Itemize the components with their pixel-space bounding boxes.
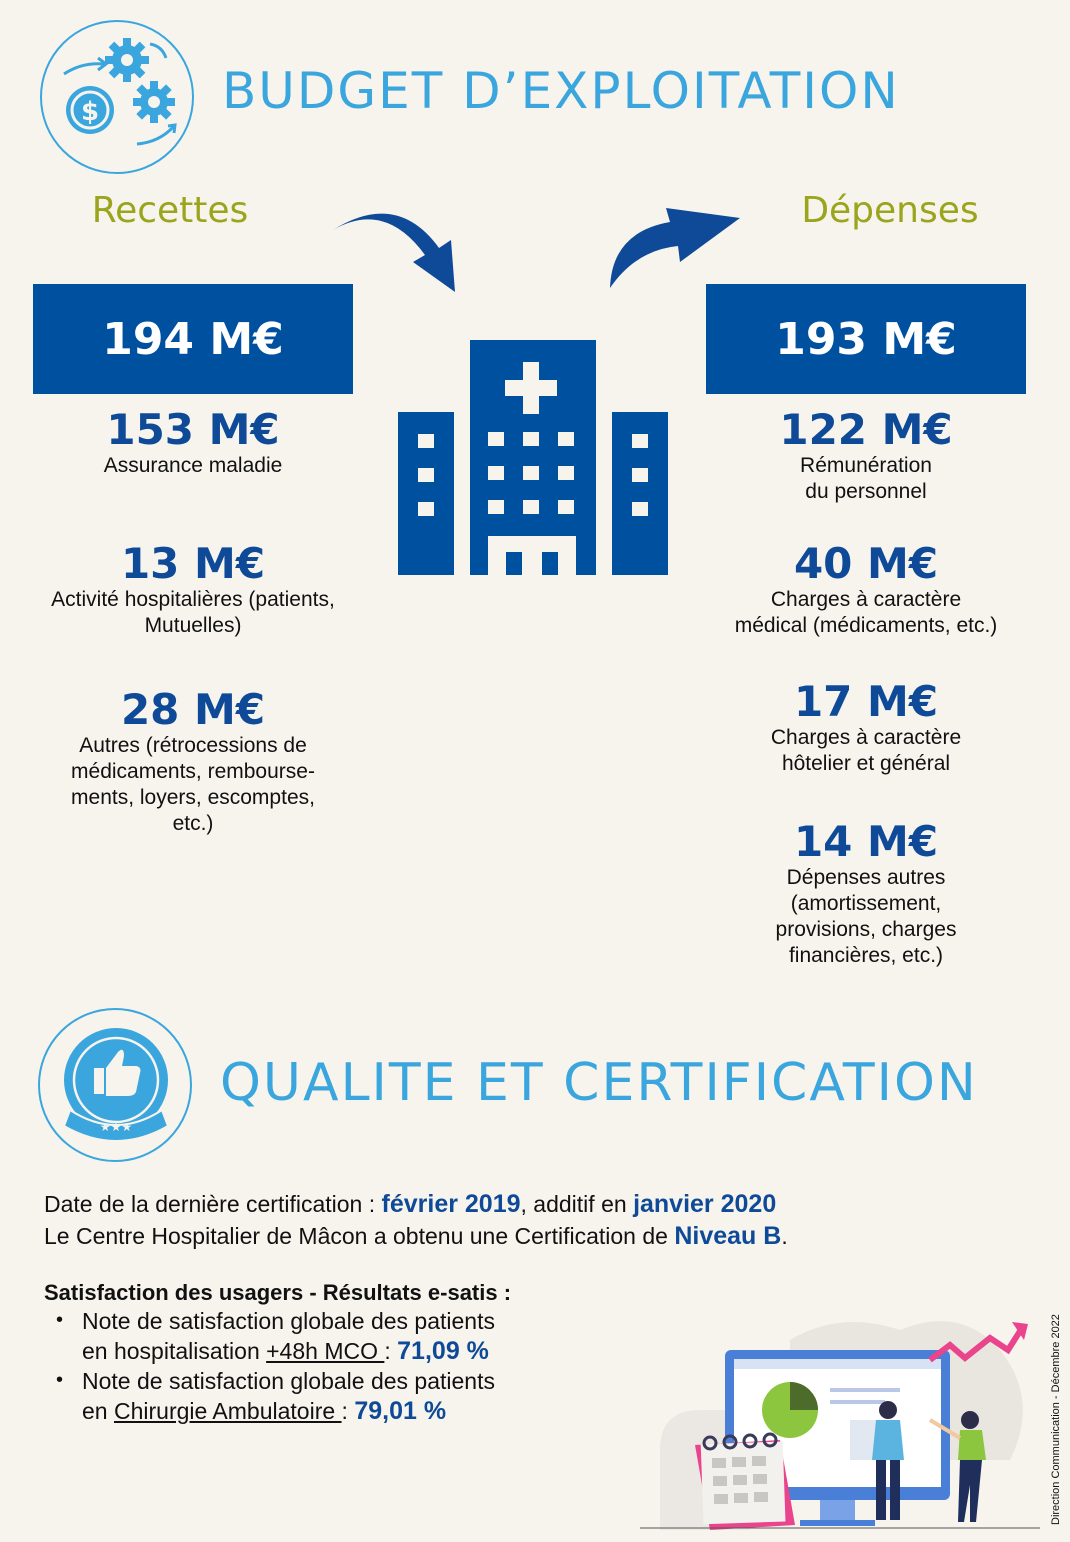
cert-line2-prefix: Le Centre Hospitalier de Mâcon a obtenu une Certification de (44, 1223, 675, 1249)
cert-date: février 2019 (381, 1190, 521, 1218)
depense-label: Dépenses autres (amortissement, provisions, charges financières, etc.) (775, 866, 957, 967)
satisfaction-item-line1: Note de satisfaction globale des patients (82, 1308, 495, 1334)
recette-label: Activité hospitalières (patients, Mutuelles) (51, 588, 335, 637)
bullet-dot: • (56, 1309, 64, 1331)
budget-title: BUDGET D’EXPLOITATION (222, 62, 900, 120)
cert-level: Niveau B (674, 1222, 782, 1250)
satisfaction-scope: +48h MCO (266, 1338, 385, 1364)
certification-date-line (44, 1188, 776, 1220)
recette-value: 13 M€ (120, 539, 266, 588)
satisfaction-value: 71,09 % (397, 1337, 489, 1365)
gears-money-icon (42, 22, 192, 172)
satisfaction-item-line1: Note de satisfaction globale des patients (82, 1368, 495, 1394)
footer-note: Direction Communication - Décembre 2022 (1050, 1314, 1062, 1525)
presentation-illustration (640, 1310, 1040, 1535)
qualite-badge (38, 1008, 192, 1162)
recette-label: Autres (rétrocessions de médicaments, rembourse- ments, loyers, escomptes, etc.) (71, 734, 315, 835)
recettes-heading: Recettes (91, 190, 249, 231)
satisfaction-item-line2 (82, 1336, 495, 1366)
cert-line1-prefix: Date de la dernière certification : (44, 1191, 382, 1217)
depense-item-1 (706, 405, 1026, 505)
satisfaction-prefix: en (82, 1398, 114, 1424)
hospital-icon (398, 340, 668, 575)
arrow-out-icon (600, 192, 745, 297)
cert-line1-mid: , additif en (520, 1191, 634, 1217)
bullet-dot: • (56, 1369, 64, 1391)
recette-value: 153 M€ (106, 405, 280, 454)
satisfaction-prefix: en hospitalisation (82, 1338, 267, 1364)
svg-text:★★★: ★★★ (99, 1120, 133, 1134)
depense-label: Charges à caractère hôtelier et général (770, 726, 962, 775)
recette-item-3 (33, 685, 353, 837)
svg-text:$: $ (80, 97, 100, 127)
certification-level-line (44, 1220, 788, 1252)
satisfaction-heading: Satisfaction des usagers - Résultats e-satis : (44, 1280, 512, 1305)
depense-label: Rémunération du personnel (800, 454, 932, 503)
thumbs-up-badge-icon (40, 1010, 190, 1160)
depense-value: 17 M€ (793, 677, 939, 726)
depense-item-4 (706, 817, 1026, 969)
depense-value: 122 M€ (779, 405, 953, 454)
satisfaction-scope: Chirurgie Ambulatoire (113, 1398, 342, 1424)
satisfaction-item-1 (82, 1306, 495, 1366)
recettes-total: 194 M€ (33, 284, 353, 394)
depense-value: 40 M€ (793, 539, 939, 588)
recette-value: 28 M€ (120, 685, 266, 734)
depense-item-2 (706, 539, 1026, 639)
satisfaction-sep: : (341, 1398, 355, 1424)
satisfaction-value: 79,01 % (354, 1397, 447, 1425)
satisfaction-sep: : (384, 1338, 398, 1364)
depense-label: Charges à caractère médical (médicaments, etc.) (734, 588, 998, 637)
depenses-total: 193 M€ (706, 284, 1026, 394)
recette-item-2 (33, 539, 353, 639)
cert-additif-date: janvier 2020 (633, 1190, 777, 1218)
recette-item-1 (33, 405, 353, 479)
cert-line2-suffix: . (781, 1223, 788, 1249)
budget-badge (40, 20, 194, 174)
recette-label: Assurance maladie (103, 454, 283, 477)
depenses-heading: Dépenses (801, 190, 979, 231)
satisfaction-item-2 (82, 1366, 495, 1426)
satisfaction-item-line2 (82, 1396, 495, 1426)
depense-item-3 (706, 677, 1026, 777)
qualite-title: QUALITE ET CERTIFICATION (220, 1053, 978, 1113)
depense-value: 14 M€ (793, 817, 939, 866)
